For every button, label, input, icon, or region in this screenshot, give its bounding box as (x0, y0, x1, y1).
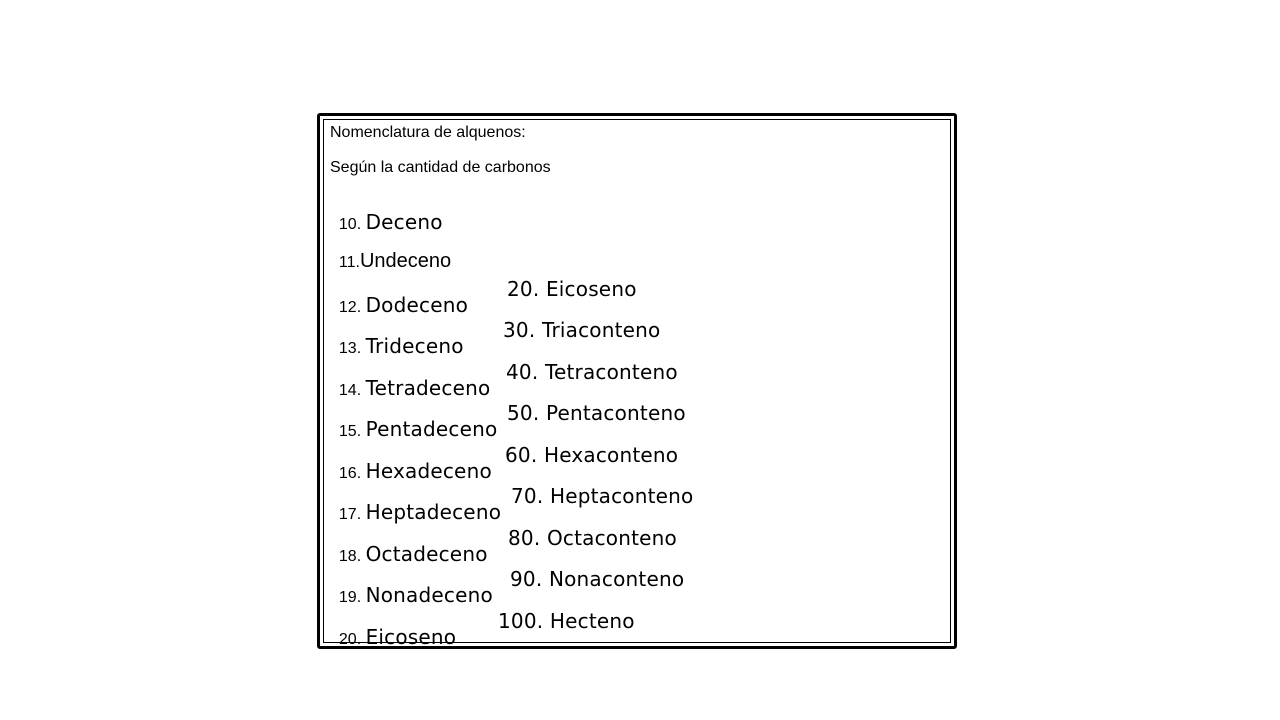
list-item (330, 362, 490, 399)
list-item (330, 196, 443, 233)
list-item (330, 445, 492, 482)
item-name: Undeceno (359, 250, 452, 272)
item-number: 12. (338, 299, 366, 316)
item-name: Eicoseno (365, 625, 457, 649)
item-number: 17. (338, 506, 366, 523)
list-item (330, 320, 464, 357)
item-name: Nonadeceno (365, 583, 493, 607)
item-name: Trideceno (365, 334, 464, 358)
item-number: 20. (338, 631, 366, 648)
item-number: 18. (338, 548, 366, 565)
paired-item: 100. Hecteno (498, 609, 635, 633)
item-number: 11. (338, 254, 360, 271)
list-item (330, 486, 501, 523)
paired-item: 50. Pentaconteno (507, 401, 686, 425)
item-name: Octadeceno (365, 542, 488, 566)
item-number: 10. (338, 216, 366, 233)
paired-item: 40. Tetraconteno (506, 360, 678, 384)
item-number: 19. (338, 589, 366, 606)
page-subtitle: Según la cantidad de carbonos (330, 159, 551, 176)
item-number: 14. (338, 382, 366, 399)
list-item (330, 528, 488, 565)
list-item (330, 403, 497, 440)
item-name: Dodeceno (365, 293, 469, 317)
paired-item: 70. Heptaconteno (511, 484, 694, 508)
item-number: 13. (338, 340, 366, 357)
list-item (330, 569, 493, 606)
list-item (330, 235, 451, 271)
paired-item: 90. Nonaconteno (510, 567, 685, 591)
item-number: 16. (338, 465, 366, 482)
paired-item: 60. Hexaconteno (505, 443, 679, 467)
item-name: Hexadeceno (365, 459, 492, 483)
list-item (330, 279, 468, 316)
paired-item: 30. Triaconteno (503, 318, 661, 342)
item-name: Pentadeceno (365, 417, 498, 441)
item-name: Deceno (365, 210, 443, 234)
page-title: Nomenclatura de alquenos: (330, 124, 526, 141)
paired-item: 20. Eicoseno (507, 277, 637, 301)
item-name: Heptadeceno (365, 500, 502, 524)
paired-item: 80. Octaconteno (508, 526, 677, 550)
list-item (330, 611, 456, 648)
item-number: 15. (338, 423, 366, 440)
item-name: Tetradeceno (365, 376, 491, 400)
